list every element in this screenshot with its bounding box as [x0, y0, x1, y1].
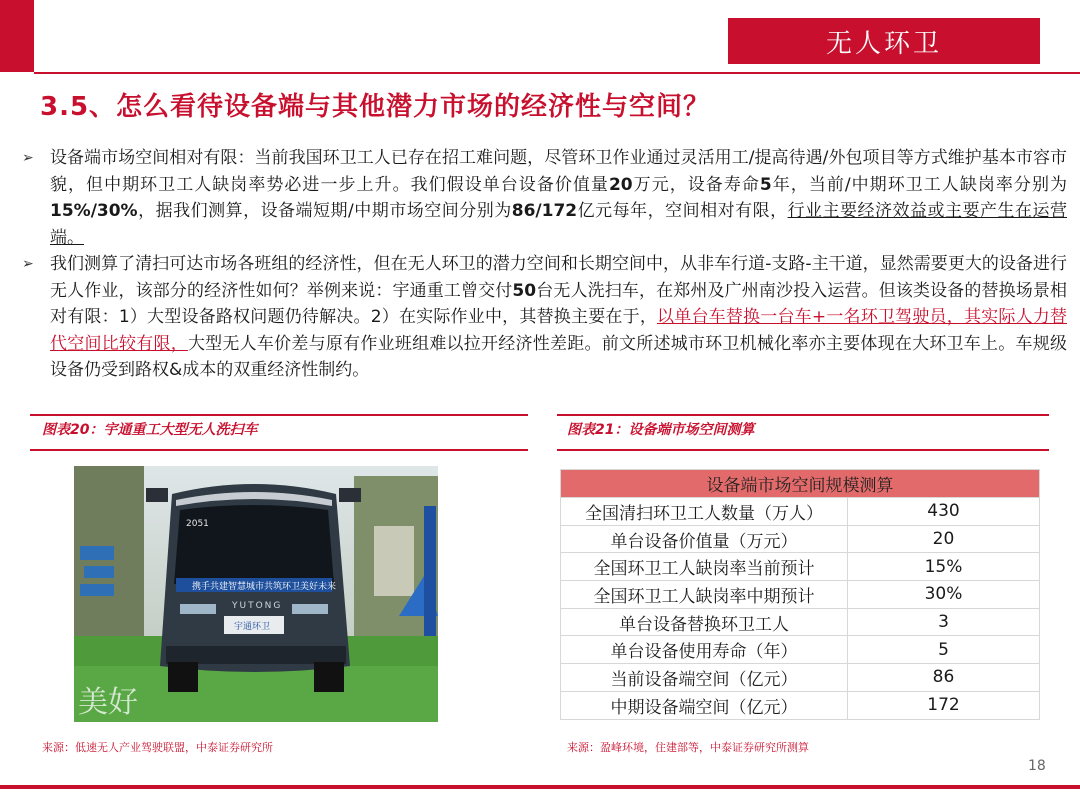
banner-text-left: 携手共建智慧城市: [192, 582, 265, 592]
section-badge: 无人环卫: [728, 18, 1040, 64]
figure-21-caption: 图表21：设备端市场空间测算: [567, 422, 755, 438]
brand-text: YUTONG: [232, 601, 283, 611]
bullet-1-text: 设备端市场空间相对有限：当前我国环卫工人已存在招工难问题，尽管环卫作业通过灵活用工/提高待遇/外包项目等方式维护基本市容市貌，但中期环卫工人缺岗率势必进一步上升。我们假设单台设备价值量20万元，设备寿命5年，当前/中期环卫工人缺岗率分别为15%/30%，据我们测算，设备端短期/中期市场空间分别为86/172亿元每年，空间相对有限，行业主要经济效益或主要产生在运营端。: [50, 148, 1068, 248]
banner-text-right: 共筑环卫美好未来: [264, 582, 337, 592]
table-row: 单台设备替换环卫工人 3: [561, 608, 1040, 636]
bullet-2-text: 我们测算了清扫可达市场各班组的经济性，但在无人环卫的潜力空间和长期空间中，从非车行道-支路-主干道，显然需要更大的设备进行无人作业，该部分的经济性如何？举例来说：宇通重工曾交付50台无人洗扫车，在郑州及广州南沙投入运营。但该类设备的替换场景相对有限：1）大型设备路权问题仍待解决。2）在实际作业中，其替换主要在于，以单台车替换一台车+一名环卫驾驶员，其实际人力替代空间比较有限，大型无人车价差与原有作业班组难以拉开经济性差距。前文所述城市环卫机械化率亦主要体现在大环卫车上。车规级设备仍受到路权&成本的双重经济性制约。: [50, 254, 1068, 380]
highlighted-statement: 以单台车替换一台车+一名环卫驾驶员，其实际人力替代空间比较有限，: [50, 307, 1067, 354]
market-space-table: [560, 469, 1040, 720]
figure-20-caption: 图表20：宇通重工大型无人洗扫车: [42, 422, 258, 438]
table-row: 全国环卫工人缺岗率当前预计 15%: [561, 553, 1040, 581]
header-rule: [34, 72, 1080, 74]
figure-21-source: 来源：盈峰环境，住建部等，中泰证券研究所测算: [567, 741, 809, 754]
arrow-bullet-icon: ➢: [22, 256, 34, 272]
bullet-1: [22, 145, 1067, 251]
caption-rule-top-right: [557, 414, 1049, 416]
left-accent-bar: [0, 0, 34, 72]
unmanned-sweeper-photo: [74, 466, 438, 722]
front-plate-text: 宇通环卫: [234, 622, 271, 632]
table-row: 单台设备使用寿命（年） 5: [561, 636, 1040, 664]
page-number: 18: [1028, 758, 1046, 774]
table-row: 单台设备价值量（万元） 20: [561, 525, 1040, 553]
table-row: 全国清扫环卫工人数量（万人） 430: [561, 498, 1040, 526]
table-title: 设备端市场空间规模测算: [561, 470, 1040, 498]
ground-text: 美好: [78, 685, 138, 720]
table-row: 当前设备端空间（亿元） 86: [561, 664, 1040, 692]
arrow-bullet-icon: ➢: [22, 150, 34, 166]
table-row: 全国环卫工人缺岗率中期预计 30%: [561, 581, 1040, 609]
bullet-2: [22, 251, 1067, 384]
table-row: 中期设备端空间（亿元） 172: [561, 691, 1040, 719]
caption-rule-top-left: [30, 414, 528, 416]
footer-rule: [0, 785, 1080, 789]
figure-20-source: 来源：低速无人产业驾驶联盟，中泰证券研究所: [42, 741, 273, 754]
caption-rule-bottom-right: [557, 449, 1049, 451]
caption-rule-bottom-left: [30, 449, 528, 451]
bus-number: 2051: [186, 519, 209, 529]
underlined-conclusion: 行业主要经济效益或主要产生在运营端。: [50, 201, 1068, 248]
page-title: 3.5、怎么看待设备端与其他潜力市场的经济性与空间？: [40, 92, 711, 122]
body-text: [22, 145, 1067, 384]
